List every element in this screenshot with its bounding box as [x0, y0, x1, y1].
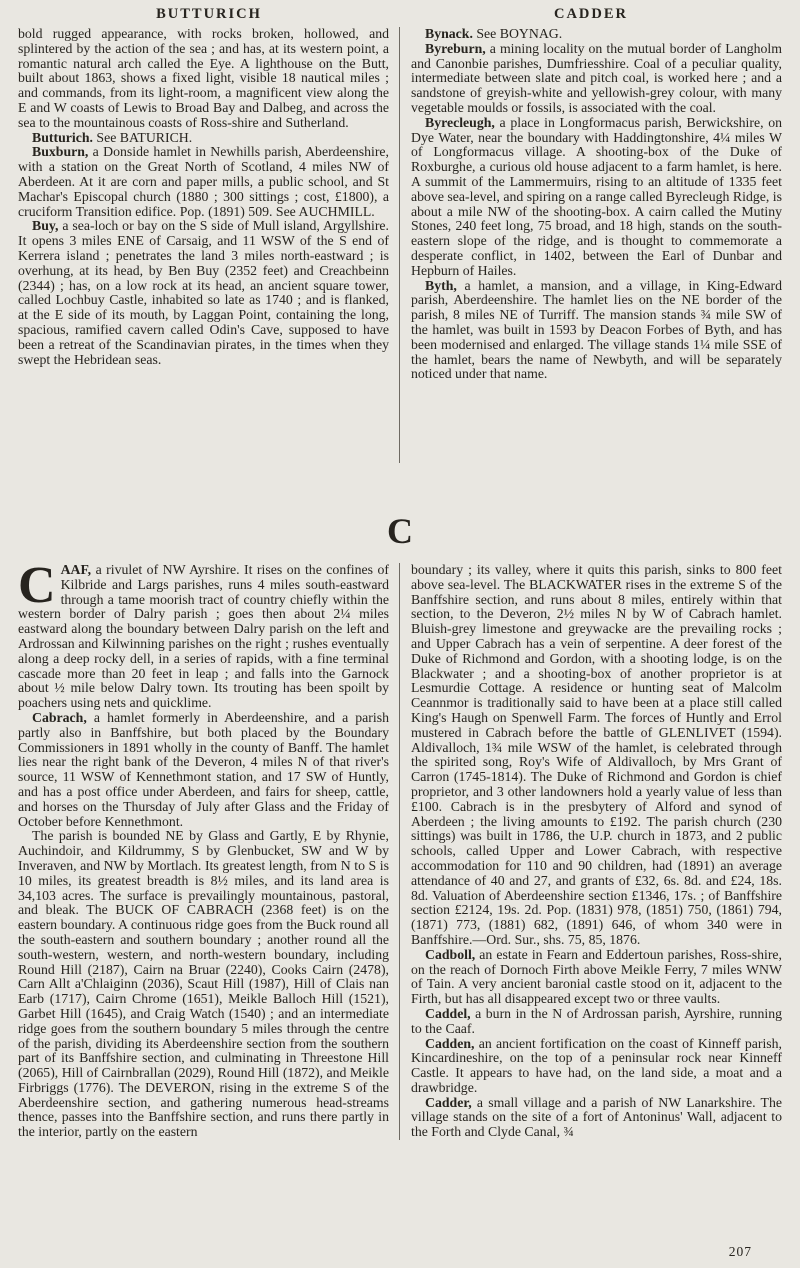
entry-lead: Buy,	[32, 218, 59, 234]
top-section	[18, 27, 782, 463]
entry-lead: Butturich.	[32, 129, 93, 145]
entry-caaf	[18, 557, 389, 711]
entry-lead: Bynack.	[425, 26, 473, 41]
entry-cabrach	[18, 711, 389, 829]
entry-text: a rivulet of NW Ayrshire. It rises on the confines of Kilbride and Largs parishes, runs 4 miles south-eastward through a tame moorish tract of country chiefly within the western border of Dalry parish ; goes then about 2¼ miles eastward along the boundary between Dalry parish on the left and Ardrossan and Kilwinning parishes on the right ; rushes eventually along a deep rocky dell, in a series of rapids, with a fine terminal cascade more than 20 feet in leap ; and falls into the Garnock about ½ mile below Dalry town. Its trouting has been spoilt by poachers using nets and quicklime.	[18, 562, 389, 711]
entry-text: See BATURICH.	[92, 129, 193, 145]
entry-text: an ancient fortification on the coast of Kinneff parish, Kincardineshire, on the top of a peninsular rock near Kinneff Castle. It appears to have had, on the land side, a moat and a drawbridge.	[411, 1035, 782, 1095]
running-head-right: CADDER	[553, 6, 629, 22]
entry-butturich	[18, 131, 389, 146]
entry-lead: Buxburn,	[32, 144, 89, 160]
entry-text: The parish is bounded NE by Glass and Gartly, E by Rhynie, Auchindoir, and Kildrummy, S by Glenbucket, SW and W by Inveraven, and NW by Mortlach. Its greatest length, from N to S is 10 miles, its greatest breadth is 8½ miles, and its land area is 34,103 acres. The surface is prevailingly mountainous, pastoral, and bleak. The BUCK OF CABRACH (2368 feet) is on the eastern boundary. A continuous ridge goes from the Buck round all the south-eastern and southern boundary ; another round all the south-western, western, and north-western boundary, including Round Hill (2187), Cairn na Bruar (2240), Cooks Cairn (2478), Carn Allt a'Chlaiginn (2036), Scaut Hill (1987), Hill of Clais nan Earb (1717), Cairn Chrome (1651), Meikle Balloch Hill (1521), Garbet Hill (1645), and Craig Watch (1540) ; and an intermediate ridge goes from the southern boundary 5 miles through the centre of the parish, dividing its Aberdeenshire section from the southern part of its Banffshire section, and culminating in Threestone Hill (2065), Hill of Cairnbrallan (2029), Round Hill (1872), and Meikle Firbriggs (1776). The DEVERON, rising in the extreme S of the Aberdeenshire section, and gathering numerous head-streams thence, passes into the Banffshire section, and runs there partly in the interior, partly on the eastern	[18, 828, 389, 1140]
entry-text: a mining locality on the mutual border of Langholm and Canonbie parishes, Dumfriesshire. Coal of a peculiar quality, intermediate between slate and pitch coal, is worked here ; and a sandstone of greyish-white and yellowish-grey colour, with many vegetable moulds or fossils, is associated with the coal.	[411, 40, 782, 115]
continuation-paragraph-buttock	[18, 27, 389, 131]
entry-lead: Byrecleugh,	[425, 114, 495, 130]
entry-lead: Cadboll,	[425, 946, 476, 962]
running-heads	[18, 6, 782, 23]
entry-lead: Cabrach,	[32, 709, 87, 725]
entry-buy	[18, 219, 389, 367]
bottom-section	[18, 557, 782, 1140]
entry-text: a sea-loch or bay on the S side of Mull island, Argyllshire. It opens 3 miles ENE of Carsaig, and 11 WSW of the S end of Kerrera island ; penetrates the land 3 miles north-eastward ; is overhung, at its head, by Ben Buy (2352 feet) and Creachbeinn (2344) ; has, on a low rock at its head, an ancient square tower, called Lochbuy Castle, inhabited so late as 1740 ; and is flanked, at the E side of its mouth, by Laggan Point, containing the long, spacious, ramified cavern called Odin's Cave, supposed to have been a retreat of the Scandinavian pirates, in the times when they swept the Hebridean seas.	[18, 218, 389, 367]
entry-byth	[411, 279, 782, 383]
entry-text: a Donside hamlet in Newhills parish, Aberdeenshire, with a station on the Great North of Scotland, 4 miles NW of Aberdeen. At it are corn and paper mills, a public school, and St Machar's Episcopal church (1880 ; 300 sittings ; cost, £1800), a cruciform Transition edifice. Pop. (1891) 509. See AUCHMILL.	[18, 144, 389, 219]
page-number: 207	[728, 1244, 752, 1259]
entry-lead: Cadder,	[425, 1094, 472, 1110]
bottom-left-column	[18, 557, 400, 1140]
entry-bynack	[411, 27, 782, 42]
section-letter: C	[387, 511, 413, 551]
entry-byreburn	[411, 42, 782, 116]
entry-caddel	[411, 1007, 782, 1037]
entry-cadboll	[411, 948, 782, 1007]
entry-text: boundary ; its valley, where it quits this parish, sinks to 800 feet above sea-level. The BLACKWATER rises in the extreme S of the Banffshire section, and runs about 8 miles, entirely within that section, to the Deveron, 2½ miles N by W of Cabrach hamlet. Bluish-grey limestone and greywacke are the prevailing rocks ; and Upper Cabrach has a vein of serpentine. A deer forest of the Duke of Richmond and Gordon, with a shooting lodge, is on the Blackwater ; and a shooting-box of another proprietor is at Lesmurdie Cottage. A residence or hunting seat of Malcolm Ceannmor is traditionally said to have been at a place still called King's Haugh on Spenwell Farm. The forces of Huntly and Errol mustered in Cabrach before the battle of GLENLIVET (1594). Aldivalloch, 1¾ mile WSW of the hamlet, is celebrated through the spirited song, Roy's Wife of Aldivalloch, by Mrs Grant of Carron (1745-1814). The Duke of Richmond and Gordon is chief proprietor, and 3 other landowners hold a yearly value of less than £100. Cabrach is in the presbytery of Alford and synod of Aberdeen ; the living amounts to £192. The parish church (230 sittings) was built in 1786, the U.P. church in 1873, and 2 public schools, called Upper and Lower Cabrach, with respective accommodation for 110 and 90 children, had (1891) an average attendance of 40 and 27, and grants of £32, 6s. 8d. and £24, 18s. 8d. Valuation of Aberdeenshire section £1346, 17s. ; of Banffshire section £2124, 19s. 2d. Pop. (1831) 978, (1851) 750, (1861) 794, (1871) 773, (1881) 682, (1891) 646, of whom 340 were in Banffshire.—Ord. Sur., shs. 75, 85, 1876.	[411, 562, 782, 947]
continuation-paragraph-cabrach	[411, 563, 782, 948]
drop-cap-letter: C	[18, 557, 56, 614]
bottom-right-column	[400, 563, 782, 1140]
entry-text: a place in Longformacus parish, Berwickshire, on Dye Water, near the boundary with Haddingtonshire, 4¼ miles W of Longformacus village. A shooting-box of the Duke of Roxburghe, a curious old house adjacent to a farm hamlet, is here. A summit of the Lammermuirs, rising to an altitude of 1335 feet above sea-level, and spiring on a range called Byrecleugh Ridge, is about a mile NW of the shooting-box. A cairn called the Mutiny Stones, 240 feet long, 75 broad, and 18 high, stands on the south-eastern slope of the ridge, and is thought to commemorate a desperate conflict, in 1402, between the Earl of Dunbar and Hepburn of Hailes.	[411, 114, 782, 278]
entry-buxburn	[18, 145, 389, 219]
entry-text: a burn in the N of Ardrossan parish, Ayrshire, running to the Caaf.	[411, 1005, 782, 1036]
entry-text: See BOYNAG.	[472, 26, 563, 41]
entry-lead: Byth,	[425, 277, 457, 293]
entry-lead: Byreburn,	[425, 40, 486, 56]
entry-lead: Cadden,	[425, 1035, 475, 1051]
entry-lead: AAF,	[60, 562, 92, 577]
entry-lead: Caddel,	[425, 1005, 471, 1021]
entry-cabrach-parish	[18, 829, 389, 1140]
running-head-left: BUTTURICH	[156, 6, 262, 22]
entry-cadder	[411, 1096, 782, 1140]
entry-text: a hamlet, a mansion, and a village, in King-Edward parish, Aberdeenshire. The hamlet lies on the NE border of the parish, 8 miles NE of Turriff. The mansion stands ¾ mile SW of the hamlet, was built in 1593 by Deacon Forbes of Byth, and has been modernised and enlarged. The village stands 1¼ mile SSE of the hamlet, bears the name of Newbyth, and will be separately noticed under that name.	[411, 277, 782, 382]
top-right-column	[400, 27, 782, 463]
entry-byrecleugh	[411, 116, 782, 279]
entry-cadden	[411, 1037, 782, 1096]
entry-text: a small village and a parish of NW Lanarkshire. The village stands on the site of a fort of Antoninus' Wall, adjacent to the Forth and Clyde Canal, ¾	[411, 1094, 782, 1140]
top-left-column	[18, 27, 400, 463]
entry-text: an estate in Fearn and Eddertoun parishes, Ross-shire, on the reach of Dornoch Firth above Meikle Ferry, 7 miles WNW of Tain. A very ancient baronial castle stood on it, adjacent to the Firth, but has all disappeared except two or three vaults.	[411, 946, 782, 1007]
entry-text: bold rugged appearance, with rocks broken, hollowed, and splintered by the action of the sea ; and has, at its western point, a romantic natural arch called the Eye. A lighthouse on the Butt, built about 1863, shows a fixed light, visible 18 nautical miles ; and commands, from its light-room, a magnificent view along the E and W coasts of Lewis to Broad Bay and Dalbeg, and across the sea to the mountainous coasts of Ross-shire and Sutherland.	[18, 26, 389, 130]
entry-text: a hamlet formerly in Aberdeenshire, and a parish partly also in Banffshire, but both placed by the Boundary Commissioners in 1891 wholly in the county of Banff. The hamlet lies near the right bank of the Deveron, 4 miles N of that river's source, 11 WSW of Kennethmont station, and 17 SW of Huntly, and has a post office under Aberdeen, and fairs for sheep, cattle, and horses on the Thursday of July after Glass and the Friday of October before Kennethmont.	[18, 709, 389, 829]
